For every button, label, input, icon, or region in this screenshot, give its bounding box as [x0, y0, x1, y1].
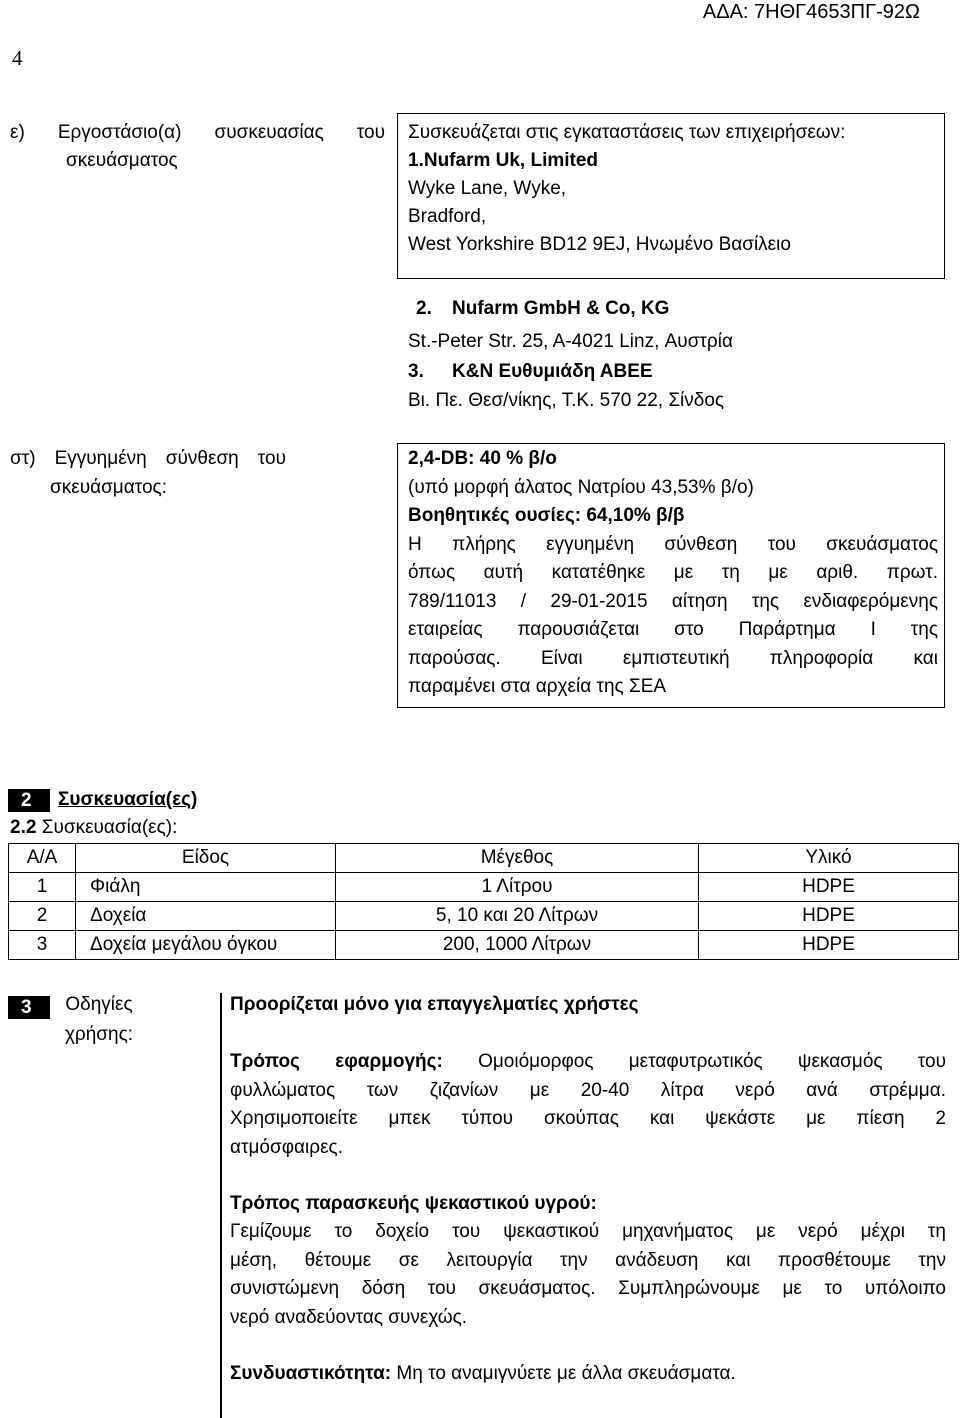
- preparation-line: συνιστώμενη δόση του σκευάσματος. Συμπληρώνουμε με το υπόλοιπο: [230, 1278, 946, 1300]
- table-row: [9, 902, 959, 931]
- subsection-title: Συσκευασία(ες):: [41, 817, 178, 838]
- plant-2-heading: [416, 295, 669, 323]
- header-cell: Υλικό: [699, 844, 959, 873]
- application-line: Χρησιμοποιείτε μπεκ τύπου σκούπας και ψεκάστε με πίεση 2: [230, 1108, 946, 1130]
- usage-title: Οδηγίες χρήσης:: [64, 994, 134, 1045]
- preparation-line: νερό αναδεύοντας συνεχώς.: [230, 1307, 468, 1329]
- table-cell: 1: [9, 873, 76, 902]
- composition-note-line: 789/11013 / 29-01-2015 αίτηση της ενδιαφερόμενης: [408, 590, 938, 612]
- professional-only-notice: Προορίζεται μόνο για επαγγελματίες χρήστες: [230, 994, 639, 1015]
- table-cell: Δοχεία μεγάλου όγκου: [76, 931, 336, 960]
- packaging-plants-box: [397, 113, 945, 279]
- application-line: ατμόσφαιρες.: [230, 1137, 343, 1159]
- table-cell: HDPE: [699, 873, 959, 902]
- plant-3-number: 3.: [408, 361, 424, 382]
- application-line: φυλλώματος των ζιζανίων με 20-40 λίτρα νερό ανά στρέμμα.: [230, 1079, 946, 1101]
- plant-1-name: 1.Nufarm Uk, Limited: [408, 150, 599, 171]
- preparation-line: μέση, θέτουμε σε λειτουργία την ανάδευση και προσθέτουμε την: [230, 1249, 946, 1271]
- table-cell: Δοχεία: [76, 902, 336, 931]
- preparation-label: Τρόπος παρασκευής ψεκαστικού υγρού:: [230, 1193, 597, 1214]
- table-header-row: [9, 844, 959, 873]
- plant-3-name: K&N Ευθυμιάδη ΑΒΕΕ: [452, 361, 653, 382]
- composition-note-line: εταιρείας παρουσιάζεται στο Παράρτημα Ι της: [408, 619, 938, 640]
- active-ingredient: 2,4-DB: 40 % β/ο: [408, 448, 557, 469]
- header-cell: Είδος: [76, 844, 336, 873]
- salt-form: (υπό μορφή άλατος Νατρίου 43,53% β/ο): [408, 476, 754, 498]
- preparation-line: Γεμίζουμε το δοχείο του ψεκαστικού μηχανήματος με νερό μέχρι τη: [230, 1221, 946, 1242]
- page-number: 4: [12, 46, 23, 70]
- table-row: [9, 873, 959, 902]
- table-cell: HDPE: [699, 931, 959, 960]
- section-2-title: Συσκευασία(ες): [58, 789, 198, 810]
- compatibility-label: Συνδυαστικότητα:: [230, 1363, 392, 1384]
- header-cell: Μέγεθος: [336, 844, 699, 873]
- ada-code: ΑΔΑ: 7ΗΘΓ4653ΠΓ-92Ω: [702, 1, 920, 23]
- table-cell: 200, 1000 Λίτρων: [336, 931, 699, 960]
- section-3-number: 3: [8, 996, 50, 1019]
- section-2-number: 2: [8, 789, 50, 812]
- subsection-2-2-heading: [10, 814, 177, 842]
- table-row: [9, 931, 959, 960]
- table-cell: 2: [9, 902, 76, 931]
- column-divider: [220, 993, 222, 1418]
- compatibility-line: [230, 1360, 946, 1388]
- composition-label-line-2: σκευάσματος:: [50, 477, 167, 498]
- packaging-plants-label-line-1: ε) Εργοστάσιο(α) συσκευασίας του: [10, 122, 385, 143]
- table-cell: 3: [9, 931, 76, 960]
- composition-note-line: Η πλήρης εγγυημένη σύνθεση του σκευάσματος: [408, 533, 938, 555]
- plant-2-address: St.-Peter Str. 25, A-4021 Linz, Αυστρία: [408, 331, 733, 352]
- composition-box: [397, 443, 945, 708]
- plant-2-name: Nufarm GmbH & Co, KG: [452, 298, 670, 319]
- packaging-table: [8, 843, 959, 960]
- plant-1-address-line: Bradford,: [408, 206, 487, 227]
- plant-1-address-line: Wyke Lane, Wyke,: [408, 178, 567, 199]
- plant-2-number: 2.: [416, 298, 432, 319]
- application-block: [230, 1048, 946, 1163]
- packaging-plants-label-line-2: σκευάσματος: [66, 150, 178, 171]
- composition-note-line: όπως αυτή κατατέθηκε με τη με αριθ. πρωτ.: [408, 562, 938, 583]
- application-line: [230, 1048, 946, 1077]
- preparation-block: [230, 1218, 946, 1333]
- plant-3-heading: [408, 358, 653, 386]
- subsection-number: 2.2: [10, 817, 37, 838]
- header-cell: Α/Α: [9, 844, 76, 873]
- packaging-plants-intro: Συσκευάζεται στις εγκαταστάσεις των επιχειρήσεων:: [408, 122, 846, 143]
- composition-note-line: παραμένει στα αρχεία της ΣΕΑ: [408, 676, 667, 697]
- composition-label-line-1: στ) Εγγυημένη σύνθεση του: [10, 448, 286, 469]
- application-text: Ομοιόμορφος μεταφυτρωτικός ψεκασμός του: [478, 1051, 947, 1072]
- table-cell: 1 Λίτρου: [336, 873, 699, 902]
- table-cell: Φιάλη: [76, 873, 336, 902]
- compatibility-text: Μη το αναμιγνύετε με άλλα σκευάσματα.: [396, 1363, 736, 1384]
- plant-1-address-line: West Yorkshire BD12 9EJ, Ηνωμένο Βασίλειο: [408, 234, 791, 255]
- composition-note-line: παρούσας. Είναι εμπιστευτική πληροφορία και: [408, 647, 938, 669]
- table-cell: 5, 10 και 20 Λίτρων: [336, 902, 699, 931]
- auxiliary-substances: Βοηθητικές ουσίες: 64,10% β/β: [408, 505, 685, 526]
- table-cell: HDPE: [699, 902, 959, 931]
- application-label: Τρόπος εφαρμογής:: [230, 1051, 443, 1072]
- plant-3-address: Βι. Πε. Θεσ/νίκης, Τ.Κ. 570 22, Σίνδος: [408, 390, 725, 411]
